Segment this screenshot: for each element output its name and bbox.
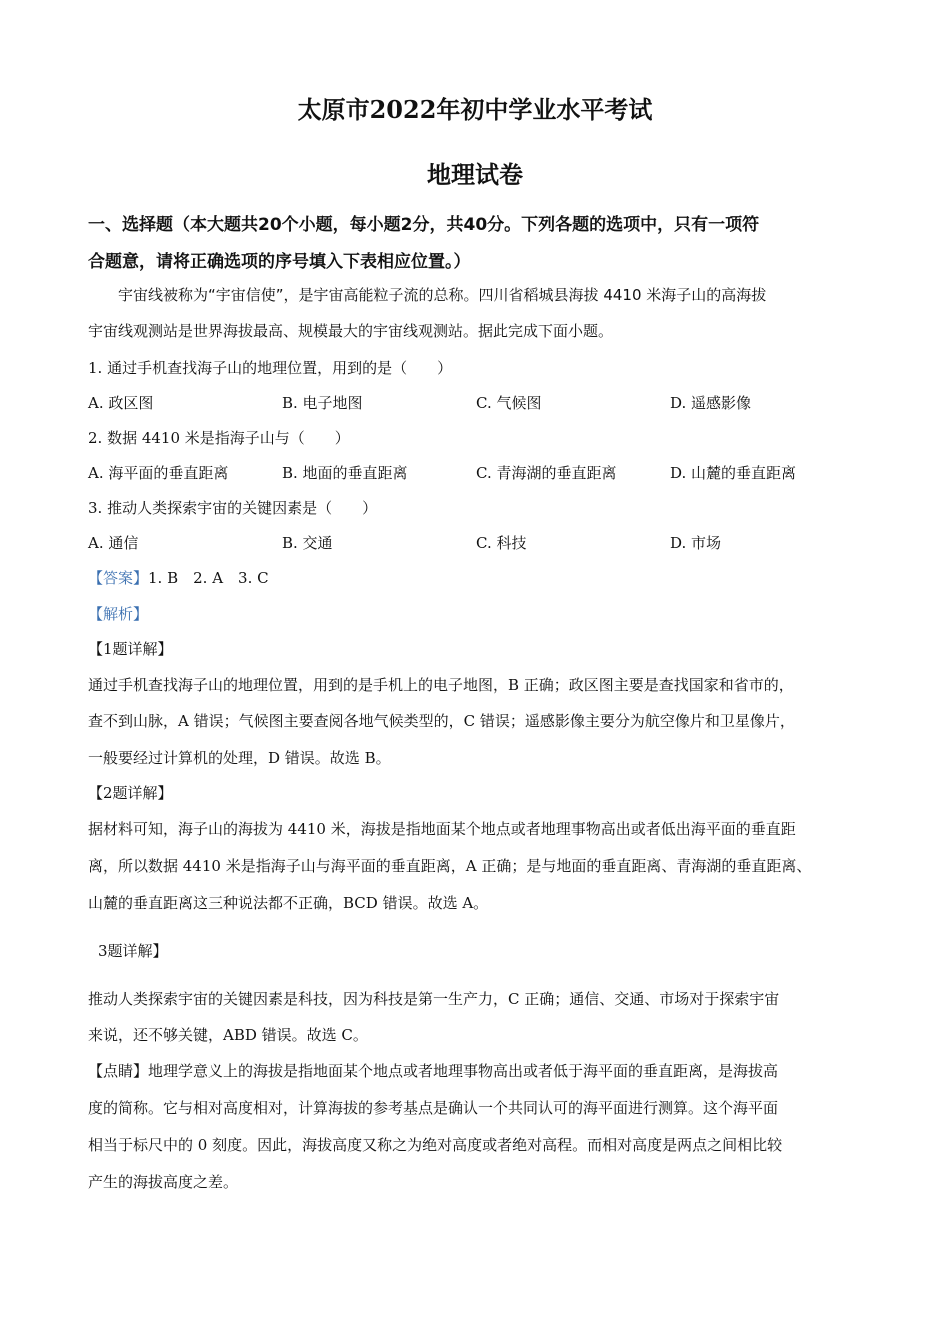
tip-line2: 度的简称。它与相对高度相对，计算海拔的参考基点是确认一个共同认可的海平面进行测算。这个海平面 [88,1099,779,1117]
tip-line1 [88,1060,778,1081]
detail-1-line2: 查不到山脉，A 错误；气候图主要查阅各地气候类型的，C 错误；遥感影像主要分为航空像片和卫星像片， [88,712,795,730]
question-2-option-d: D. 山麓的垂直距离 [670,464,797,482]
analysis-label: 【解析】 [88,605,149,623]
detail-2-line1: 据材料可知，海子山的海拔为 4410 米，海拔是指地面某个地点或者地理事物高出或者低出海平面的垂直距 [88,820,796,838]
intro-line1: 宇宙线被称为“宇宙信使”，是宇宙高能粒子流的总称。四川省稻城县海拔 4410 米海子山的高海拔 [118,286,767,304]
tip-text: 地理学意义上的海拔是指地面某个地点或者地理事物高出或者低于海平面的垂直距离，是海拔高 [148,1062,779,1080]
detail-1-line1: 通过手机查找海子山的地理位置，用到的是手机上的电子地图，B 正确；政区图主要是查找国家和省市的， [88,676,794,694]
section-heading-line1: 一、选择题（本大题共20个小题，每小题2分，共40分。下列各题的选项中，只有一项符 [88,215,760,235]
detail-3-line2: 来说，还不够关键，ABD 错误。故选 C。 [88,1026,368,1044]
detail-1-heading: 【1题详解】 [88,640,173,658]
question-2-option-a: A. 海平面的垂直距离 [88,464,229,482]
detail-3-line1: 推动人类探索宇宙的关键因素是科技，因为科技是第一生产力，C 正确；通信、交通、市场对于探索宇宙 [88,990,780,1008]
question-3-option-a: A. 通信 [88,534,139,552]
question-1-option-b: B. 电子地图 [282,394,363,412]
answer-text: 1. B 2. A 3. C [148,569,269,587]
detail-2-line3: 山麓的垂直距离这三种说法都不正确，BCD 错误。故选 A。 [88,894,489,912]
question-2-option-b: B. 地面的垂直距离 [282,464,408,482]
question-1-option-d: D. 遥感影像 [670,394,752,412]
question-3-option-b: B. 交通 [282,534,333,552]
detail-1-line3: 一般要经过计算机的处理，D 错误。故选 B。 [88,749,391,767]
question-1-stem: 1. 通过手机查找海子山的地理位置，用到的是（ ） [88,359,453,377]
detail-2-line2: 离，所以数据 4410 米是指海子山与海平面的垂直距离，A 正确；是与地面的垂直距离、青海湖的垂直距离、 [88,857,812,875]
tip-line4: 产生的海拔高度之差。 [88,1173,239,1191]
question-3-option-c: C. 科技 [476,534,527,552]
question-1-option-a: A. 政区图 [88,394,154,412]
section-heading-line2: 合题意，请将正确选项的序号填入下表相应位置。） [88,252,471,272]
answer-label: 【答案】 [88,569,149,587]
page-subtitle: 地理试卷 [427,160,523,189]
answer-line [88,567,269,588]
detail-3-heading: 3题详解】 [98,942,168,960]
detail-2-heading: 【2题详解】 [88,784,173,802]
tip-label: 【点睛】 [88,1062,149,1080]
question-1-option-c: C. 气候图 [476,394,542,412]
question-2-stem: 2. 数据 4410 米是指海子山与（ ） [88,429,350,447]
intro-line2: 宇宙线观测站是世界海拔最高、规模最大的宇宙线观测站。据此完成下面小题。 [88,322,614,340]
page-title: 太原市2022年初中学业水平考试 [297,95,653,124]
tip-line3: 相当于标尺中的 0 刻度。因此，海拔高度又称之为绝对高度或者绝对高程。而相对高度是两点之间相比较 [88,1136,783,1154]
question-2-option-c: C. 青海湖的垂直距离 [476,464,617,482]
question-3-option-d: D. 市场 [670,534,722,552]
question-3-stem: 3. 推动人类探索宇宙的关键因素是（ ） [88,499,378,517]
